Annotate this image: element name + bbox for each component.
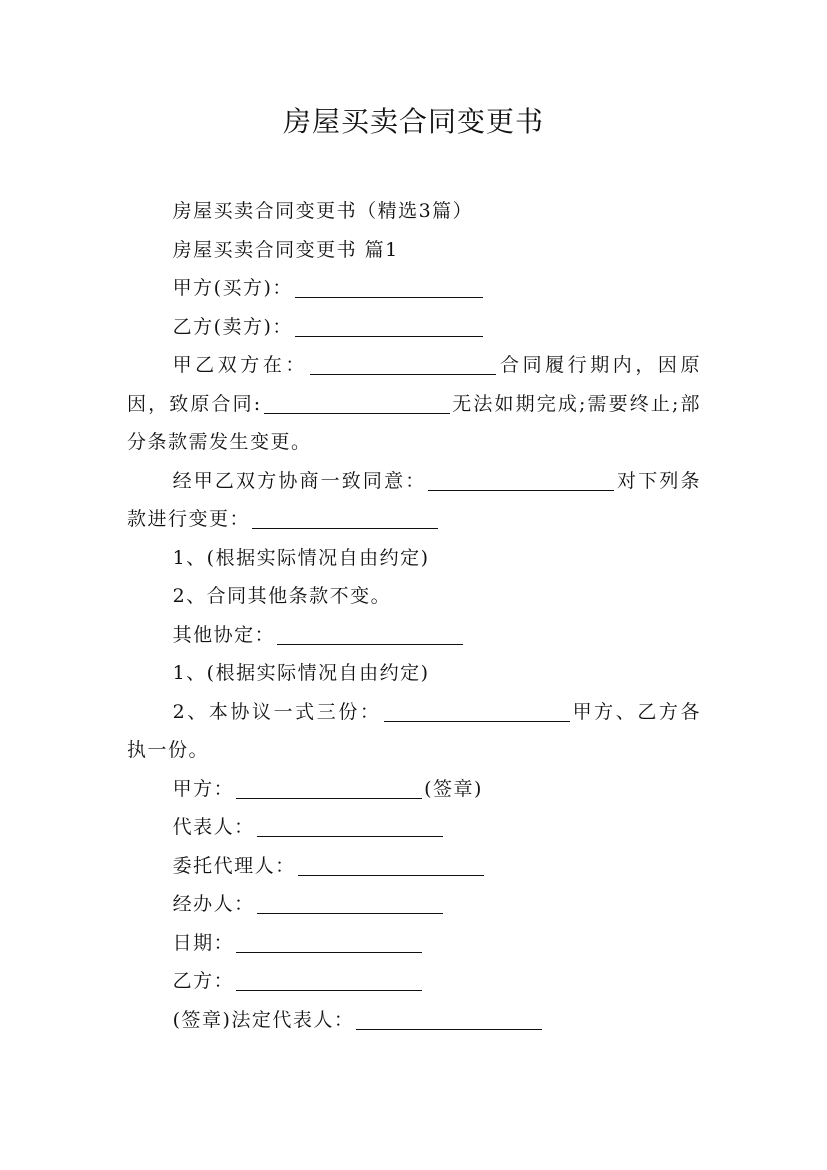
fill-blank [295, 277, 483, 298]
text-l18: (签章)法定代表人： [172, 1008, 355, 1031]
text-l9: 其他协定： [172, 623, 276, 646]
fill-blank [310, 354, 496, 375]
paragraph-other-item-1 [127, 654, 701, 693]
paragraph-party-a-sign [127, 770, 701, 809]
text-l2: 房屋买卖合同变更书 篇1 [172, 238, 399, 261]
fill-blank [277, 624, 463, 645]
text-l6b: 对下列条款进行变更： [127, 469, 701, 530]
text-l1: 房屋买卖合同变更书（精选3篇） [172, 200, 474, 222]
text-l5c: 无法如期完成;需要终止;部分条款需发生变更。 [127, 392, 701, 453]
text-l8: 2、合同其他条款不变。 [172, 585, 392, 607]
text-l17: 乙方： [172, 970, 235, 992]
text-l12a: 甲方： [172, 777, 235, 800]
text-l10: 1、(根据实际情况自由约定) [172, 662, 430, 684]
paragraph-item-2 [127, 577, 701, 616]
paragraph-agent [127, 847, 701, 886]
paragraph-contract-status [127, 346, 701, 462]
text-l12b: (签章) [424, 777, 483, 800]
paragraph-party-b [127, 962, 701, 1001]
fill-blank [252, 508, 438, 529]
text-l13: 代表人： [172, 816, 255, 838]
paragraph-handler [127, 885, 701, 924]
fill-blank [356, 1009, 542, 1030]
paragraph-item-1 [127, 539, 701, 578]
text-l14: 委托代理人： [172, 854, 296, 877]
text-l11a: 2、本协议一式三份： [172, 700, 382, 723]
page-title: 房屋买卖合同变更书 [282, 105, 544, 138]
paragraph-buyer [127, 269, 701, 308]
text-l6a: 经甲乙双方协商一致同意： [172, 469, 427, 492]
paragraph-representative [127, 808, 701, 847]
text-l5a: 甲乙双方在： [172, 354, 308, 376]
paragraph-seller [127, 308, 701, 347]
paragraph-section-heading [127, 231, 701, 270]
paragraph-agreement [127, 462, 701, 539]
text-l7: 1、(根据实际情况自由约定) [172, 546, 430, 569]
fill-blank [236, 970, 422, 991]
fill-blank [236, 778, 422, 799]
fill-blank [264, 393, 450, 414]
text-l4: 乙方(卖方)： [172, 315, 293, 338]
fill-blank [384, 701, 570, 722]
text-l3: 甲方(买方)： [172, 277, 293, 299]
document-body [127, 192, 701, 1039]
fill-blank [295, 316, 483, 337]
text-l11b: 甲方、乙方各执一份。 [127, 700, 701, 761]
fill-blank [236, 932, 422, 953]
paragraph-copies [127, 693, 701, 770]
paragraph-legal-rep [127, 1001, 701, 1040]
paragraph-date [127, 924, 701, 963]
paragraph-subtitle [127, 192, 701, 231]
fill-blank [257, 893, 443, 914]
text-l5b: 合同履行期内，因原因，致原合同: [127, 354, 701, 415]
fill-blank [298, 855, 484, 876]
paragraph-other [127, 616, 701, 655]
fill-blank [257, 816, 443, 837]
fill-blank [428, 470, 614, 491]
text-l15: 经办人： [172, 893, 255, 915]
text-l16: 日期： [172, 931, 235, 954]
